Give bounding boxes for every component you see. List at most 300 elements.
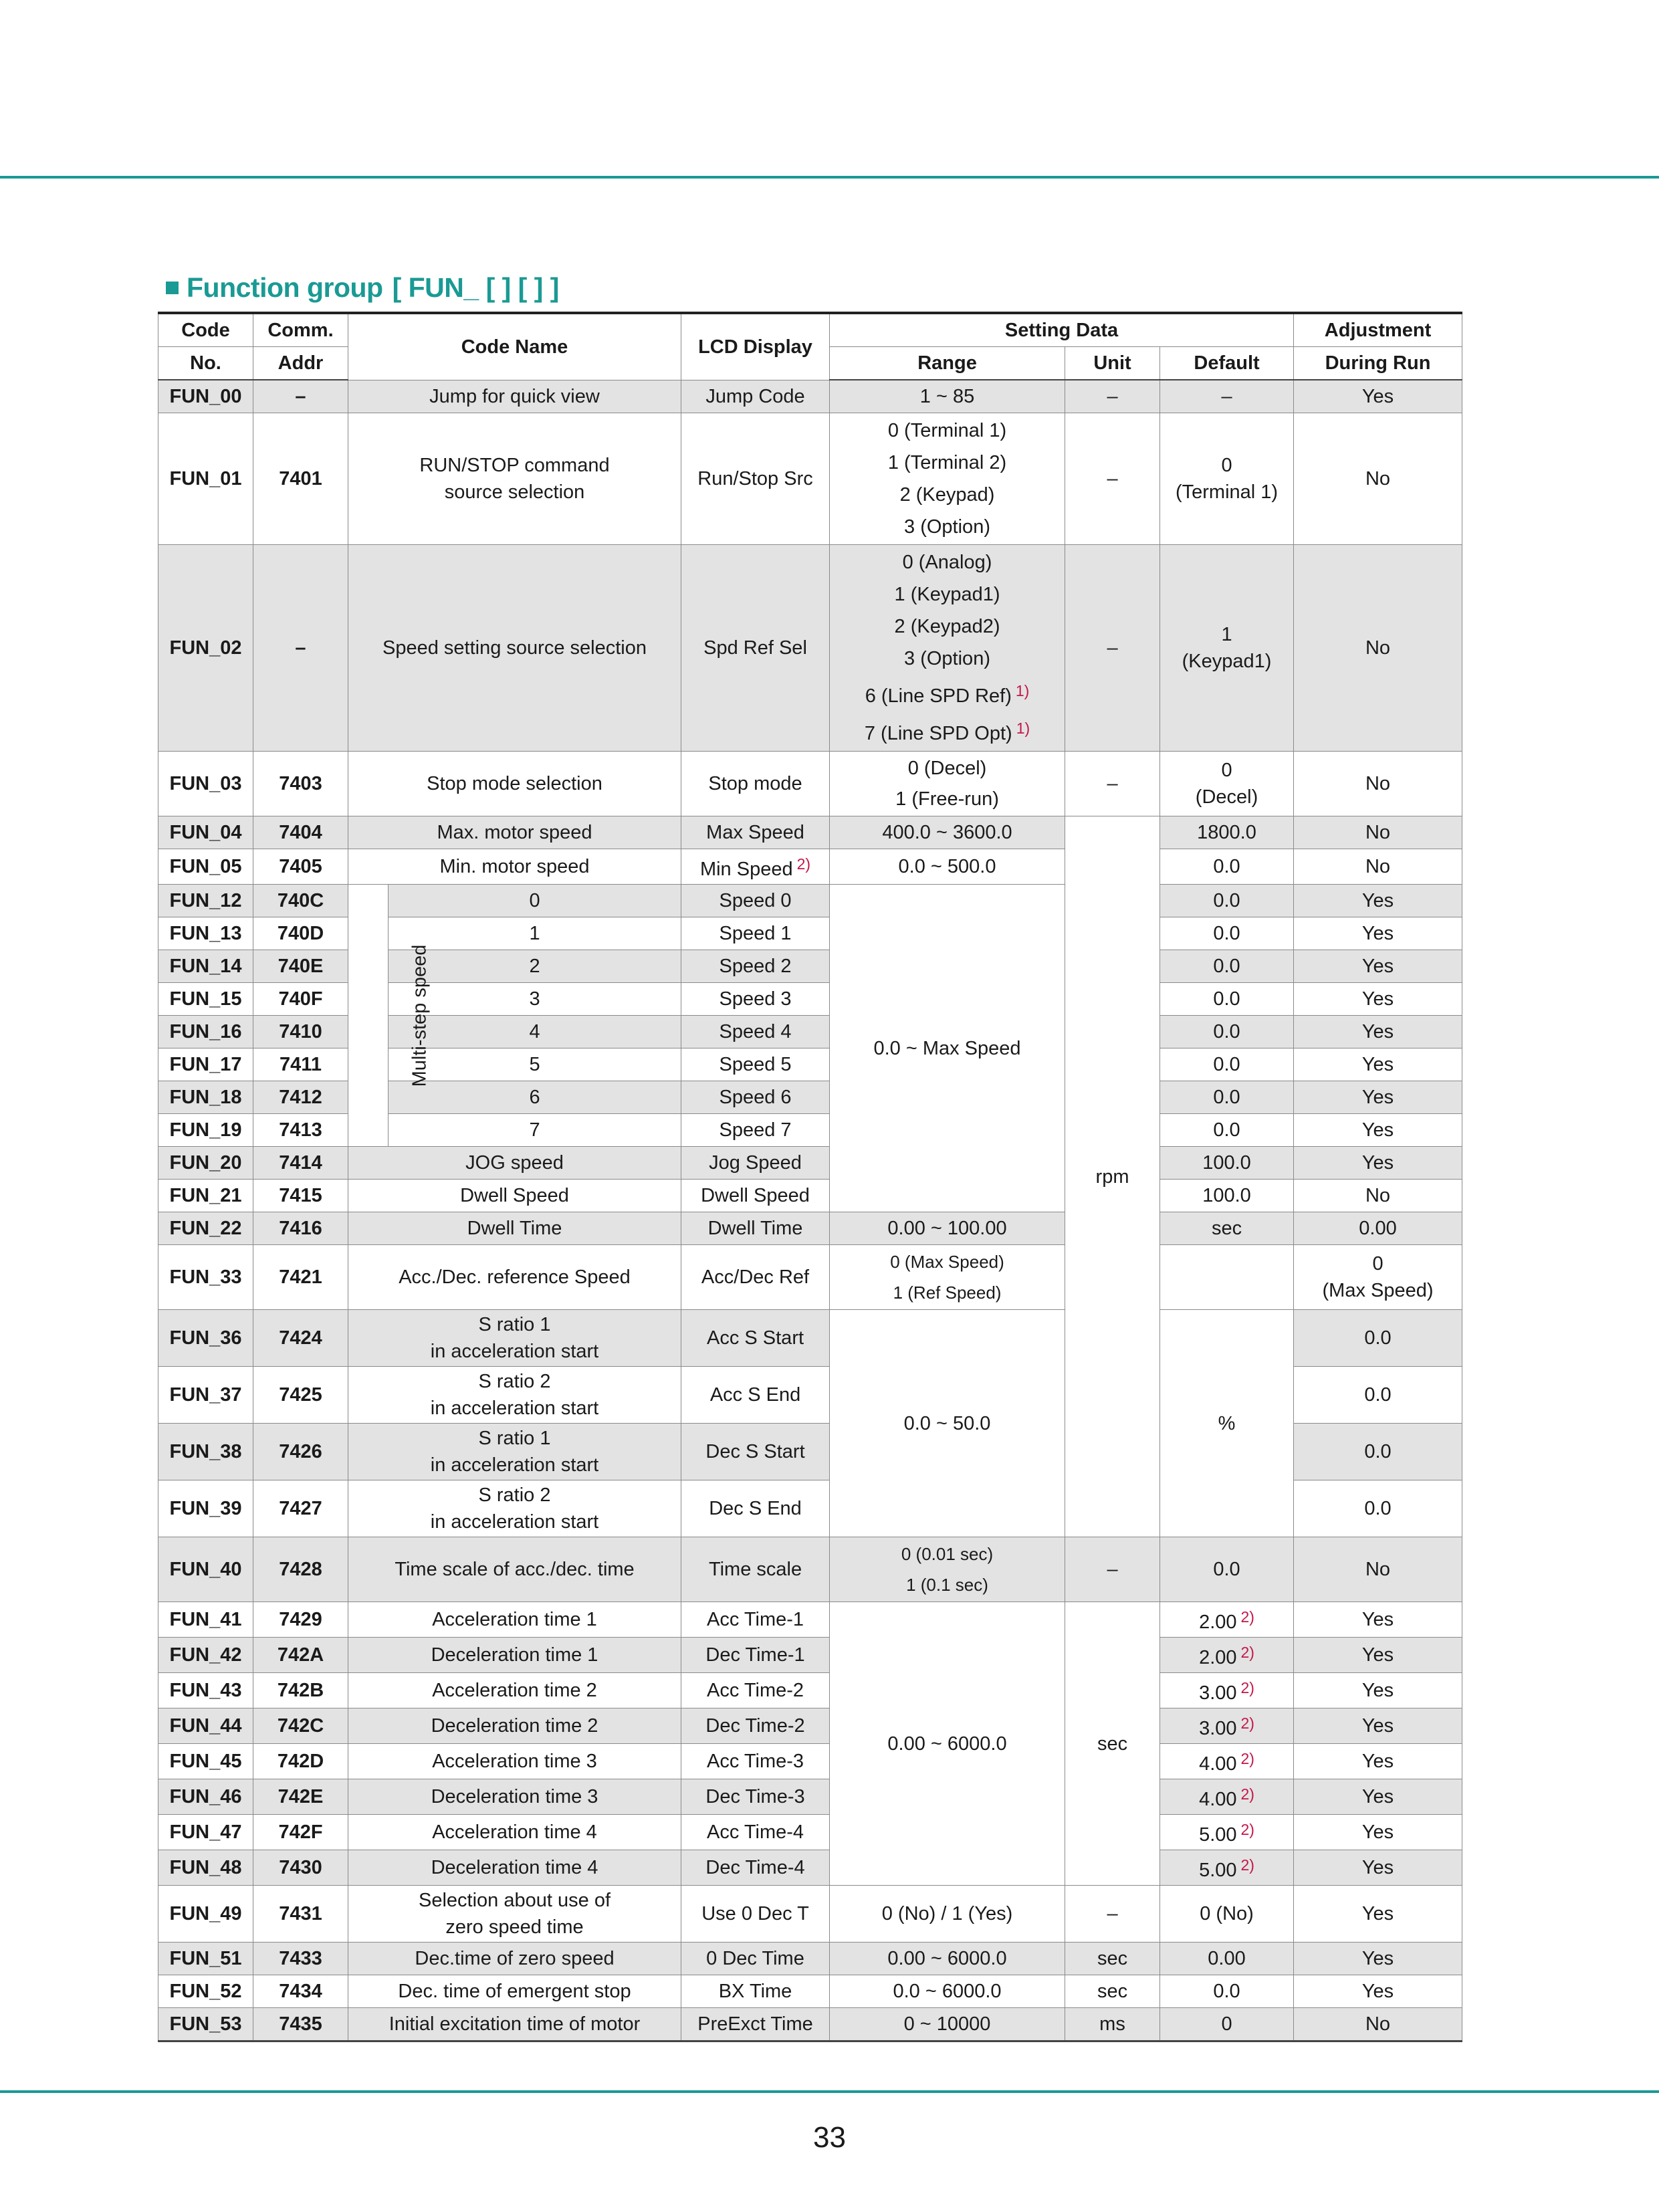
name-cell: Dec. time of emergent stop: [348, 1975, 681, 2008]
range-line: 2 (Keypad): [899, 484, 995, 506]
code-cell: FUN_21: [158, 1180, 253, 1212]
table-row: [158, 1975, 1462, 2008]
name-cell: 6: [389, 1081, 681, 1114]
code-cell: FUN_39: [158, 1480, 253, 1537]
code-cell: FUN_15: [158, 983, 253, 1016]
multi-step-speed-label: [348, 885, 431, 1147]
default-text: 4.00: [1199, 1789, 1237, 1810]
default-cell: –: [1160, 380, 1294, 413]
adjust-cell: Yes: [1294, 1114, 1462, 1147]
default-text: 5.00: [1199, 1824, 1237, 1846]
addr-cell: 7414: [253, 1147, 348, 1180]
default-cell: [1160, 545, 1294, 752]
code-cell: FUN_41: [158, 1602, 253, 1638]
square-bullet-icon: [166, 282, 179, 294]
table-row: [158, 816, 1462, 849]
addr-cell: 742F: [253, 1815, 348, 1850]
lcd-cell: Run/Stop Src: [681, 413, 830, 545]
unit-cell: –: [1065, 752, 1160, 816]
code-cell: FUN_04: [158, 816, 253, 849]
name-cell: 7: [389, 1114, 681, 1147]
range-text: 7 (Line SPD Opt): [864, 723, 1012, 744]
addr-cell: 7405: [253, 849, 348, 885]
default-cell: 0.0: [1160, 1048, 1294, 1081]
name-cell: Deceleration time 3: [348, 1779, 681, 1815]
addr-cell: 7431: [253, 1886, 348, 1943]
default-cell: 0.0: [1160, 950, 1294, 983]
table-row: [158, 1212, 1462, 1245]
unit-cell: –: [1065, 1537, 1160, 1602]
table-row: [158, 545, 1462, 752]
range-line: 0 (Decel): [907, 758, 987, 779]
range-cell: 0.00 ~ 6000.0: [830, 1943, 1065, 1975]
unit-cell: sec: [1160, 1212, 1294, 1245]
range-line: 1 (Free-run): [895, 788, 999, 810]
table-row: [158, 1744, 1462, 1779]
default-line: 1: [1221, 624, 1232, 645]
unit-cell: –: [1065, 545, 1160, 752]
footnote-mark: 2): [796, 855, 811, 873]
name-cell: Dwell Time: [348, 1212, 681, 1245]
adjust-cell: Yes: [1294, 885, 1462, 917]
addr-cell: 742E: [253, 1779, 348, 1815]
code-cell: FUN_01: [158, 413, 253, 545]
range-line: 1 (Keypad1): [894, 584, 1000, 605]
addr-cell: –: [253, 380, 348, 413]
addr-cell: 7429: [253, 1602, 348, 1638]
name-cell: Initial excitation time of motor: [348, 2008, 681, 2041]
adjust-cell: Yes: [1294, 1943, 1462, 1975]
default-cell: 0.0: [1160, 917, 1294, 950]
default-cell: [1160, 1602, 1294, 1638]
default-cell: 0.0: [1160, 1016, 1294, 1048]
range-cell: 0 ~ 10000: [830, 2008, 1065, 2041]
default-cell: [1160, 413, 1294, 545]
code-cell: FUN_51: [158, 1943, 253, 1975]
lcd-cell: Speed 6: [681, 1081, 830, 1114]
adjust-cell: Yes: [1294, 1744, 1462, 1779]
lcd-cell: Dec Time-3: [681, 1779, 830, 1815]
header-addr: Addr: [253, 347, 348, 380]
unit-cell: –: [1065, 380, 1160, 413]
header-code-no: No.: [158, 347, 253, 380]
unit-cell: [1160, 1245, 1294, 1310]
default-cell: [1160, 1708, 1294, 1744]
adjust-cell: Yes: [1294, 1815, 1462, 1850]
name-cell: [348, 413, 681, 545]
footnote-mark: 2): [1240, 1785, 1254, 1803]
code-cell: FUN_52: [158, 1975, 253, 2008]
name-cell: 0: [389, 885, 681, 917]
header-default: Default: [1160, 347, 1294, 380]
default-cell: [1160, 1779, 1294, 1815]
name-cell: 1: [389, 917, 681, 950]
addr-cell: 742B: [253, 1673, 348, 1708]
lcd-cell: Speed 1: [681, 917, 830, 950]
adjust-cell: Yes: [1294, 1975, 1462, 2008]
lcd-cell: 0 Dec Time: [681, 1943, 830, 1975]
code-cell: FUN_16: [158, 1016, 253, 1048]
adjust-cell: No: [1294, 752, 1462, 816]
default-cell: 0.0: [1160, 885, 1294, 917]
addr-cell: 740D: [253, 917, 348, 950]
addr-cell: 7434: [253, 1975, 348, 2008]
top-rule: [0, 176, 1659, 179]
name-cell: Deceleration time 4: [348, 1850, 681, 1886]
range-line: [833, 675, 1062, 712]
table-row: [158, 380, 1462, 413]
code-cell: FUN_46: [158, 1779, 253, 1815]
range-line: 3 (Option): [904, 516, 990, 538]
lcd-cell: [681, 849, 830, 885]
default-cell: 0: [1160, 2008, 1294, 2041]
name-line: in acceleration start: [430, 1454, 599, 1476]
name-line: S ratio 2: [478, 1371, 551, 1392]
range-line: 0 (Max Speed): [890, 1252, 1004, 1272]
lcd-cell: Acc Time-1: [681, 1602, 830, 1638]
default-text: 3.00: [1199, 1718, 1237, 1739]
adjust-cell: Yes: [1294, 1147, 1462, 1180]
adjust-cell: Yes: [1294, 1016, 1462, 1048]
adjust-cell: Yes: [1294, 1081, 1462, 1114]
lcd-cell: Dec Time-4: [681, 1850, 830, 1886]
default-line: (Terminal 1): [1175, 481, 1279, 503]
lcd-cell: Jog Speed: [681, 1147, 830, 1180]
name-cell: Acc./Dec. reference Speed: [348, 1245, 681, 1310]
lcd-cell: Dec Time-1: [681, 1638, 830, 1673]
default-text: 3.00: [1199, 1682, 1237, 1704]
range-cell: 0 (No) / 1 (Yes): [830, 1886, 1065, 1943]
header-code-name: Code Name: [348, 313, 681, 380]
unit-cell: –: [1065, 413, 1160, 545]
adjust-cell: No: [1294, 1537, 1462, 1602]
bottom-rule: [0, 2090, 1659, 2093]
default-line: (Decel): [1195, 786, 1258, 808]
default-text: 2.00: [1199, 1612, 1237, 1633]
table-row: [158, 1708, 1462, 1744]
name-cell: [348, 1886, 681, 1943]
adjust-cell: Yes: [1294, 1850, 1462, 1886]
section-tag: [ FUN_ [ ] [ ] ]: [392, 272, 559, 303]
name-cell: Acceleration time 2: [348, 1673, 681, 1708]
addr-cell: 7424: [253, 1310, 348, 1367]
addr-cell: 7403: [253, 752, 348, 816]
adjust-cell: Yes: [1294, 917, 1462, 950]
default-cell: 0.00: [1160, 1943, 1294, 1975]
name-line: in acceleration start: [430, 1511, 599, 1533]
adjust-cell: Yes: [1294, 950, 1462, 983]
name-cell: [348, 1424, 681, 1480]
adjust-cell: No: [1294, 816, 1462, 849]
code-cell: FUN_48: [158, 1850, 253, 1886]
name-cell: Acceleration time 3: [348, 1744, 681, 1779]
footnote-mark: 2): [1240, 1750, 1254, 1767]
name-cell: Dec.time of zero speed: [348, 1943, 681, 1975]
lcd-cell: Speed 4: [681, 1016, 830, 1048]
default-cell: 0.00: [1294, 1212, 1462, 1245]
header-setting-data: Setting Data: [830, 313, 1294, 347]
header-lcd-display: LCD Display: [681, 313, 830, 380]
name-cell: Acceleration time 4: [348, 1815, 681, 1850]
lcd-cell: Max Speed: [681, 816, 830, 849]
table-row: [158, 885, 1462, 917]
addr-cell: 7404: [253, 816, 348, 849]
range-cell: [830, 752, 1065, 816]
footnote-mark: 2): [1240, 1715, 1254, 1732]
name-cell: [348, 1480, 681, 1537]
header-code: Code: [158, 313, 253, 347]
unit-cell-percent: %: [1160, 1310, 1294, 1537]
name-cell: Max. motor speed: [348, 816, 681, 849]
name-line: in acceleration start: [430, 1398, 599, 1419]
lcd-cell: PreExct Time: [681, 2008, 830, 2041]
code-cell: FUN_40: [158, 1537, 253, 1602]
table-row: [158, 1850, 1462, 1886]
lcd-cell: Dwell Speed: [681, 1180, 830, 1212]
footnote-mark: 2): [1240, 1821, 1254, 1838]
function-group-table: [158, 312, 1462, 2042]
default-cell: [1160, 1638, 1294, 1673]
footnote-mark: 1): [1015, 682, 1030, 699]
table-row: [158, 1673, 1462, 1708]
default-cell: 0.0: [1160, 983, 1294, 1016]
addr-cell: 7421: [253, 1245, 348, 1310]
name-cell: 5: [389, 1048, 681, 1081]
code-cell: FUN_17: [158, 1048, 253, 1081]
lcd-cell: Acc Time-2: [681, 1673, 830, 1708]
lcd-cell: Dec Time-2: [681, 1708, 830, 1744]
default-line: 0: [1372, 1253, 1384, 1275]
range-cell: 1 ~ 85: [830, 380, 1065, 413]
range-cell: 0.00 ~ 100.00: [830, 1212, 1065, 1245]
addr-cell: 7412: [253, 1081, 348, 1114]
code-cell: FUN_33: [158, 1245, 253, 1310]
table-row: [158, 1815, 1462, 1850]
footnote-mark: 2): [1240, 1856, 1254, 1874]
adjust-cell: No: [1294, 1180, 1462, 1212]
addr-cell: 7430: [253, 1850, 348, 1886]
addr-cell: 7411: [253, 1048, 348, 1081]
lcd-cell: Acc/Dec Ref: [681, 1245, 830, 1310]
default-cell: 100.0: [1160, 1147, 1294, 1180]
lcd-cell: Acc Time-3: [681, 1744, 830, 1779]
name-cell: Time scale of acc./dec. time: [348, 1537, 681, 1602]
code-cell: FUN_00: [158, 380, 253, 413]
range-cell-acc: 0.00 ~ 6000.0: [830, 1602, 1065, 1886]
name-cell: 2: [389, 950, 681, 983]
range-cell: [830, 1245, 1065, 1310]
range-line: 2 (Keypad2): [894, 616, 1000, 637]
header-unit: Unit: [1065, 347, 1160, 380]
default-cell: 0.0: [1294, 1424, 1462, 1480]
code-cell: FUN_22: [158, 1212, 253, 1245]
header-adjustment: Adjustment: [1294, 313, 1462, 347]
name-cell: Dwell Speed: [348, 1180, 681, 1212]
default-cell: [1160, 752, 1294, 816]
section-title: [166, 267, 559, 308]
lcd-cell: Acc S End: [681, 1367, 830, 1424]
addr-cell: 7428: [253, 1537, 348, 1602]
header-comm: Comm.: [253, 313, 348, 347]
default-text: 4.00: [1199, 1753, 1237, 1775]
default-cell: 0 (No): [1160, 1886, 1294, 1943]
code-cell: FUN_20: [158, 1147, 253, 1180]
default-line: (Max Speed): [1322, 1280, 1434, 1301]
header-range: Range: [830, 347, 1065, 380]
lcd-cell: Acc Time-4: [681, 1815, 830, 1850]
default-line: (Keypad1): [1182, 651, 1272, 672]
lcd-cell: Acc S Start: [681, 1310, 830, 1367]
code-cell: FUN_42: [158, 1638, 253, 1673]
code-cell: FUN_43: [158, 1673, 253, 1708]
lcd-cell: Jump Code: [681, 380, 830, 413]
default-cell: [1160, 1744, 1294, 1779]
lcd-cell: Dec S End: [681, 1480, 830, 1537]
default-cell: 0.0: [1294, 1310, 1462, 1367]
default-cell: 0.0: [1294, 1367, 1462, 1424]
adjust-cell: No: [1294, 545, 1462, 752]
range-cell: 0.0 ~ 500.0: [830, 849, 1065, 885]
default-cell: 0.0: [1160, 1081, 1294, 1114]
code-cell: FUN_49: [158, 1886, 253, 1943]
table-row: [158, 413, 1462, 545]
lcd-cell: Spd Ref Sel: [681, 545, 830, 752]
footnote-mark: 1): [1016, 720, 1030, 737]
adjust-cell: Yes: [1294, 983, 1462, 1016]
range-line: 1 (Terminal 2): [887, 452, 1007, 473]
name-cell: 4: [389, 1016, 681, 1048]
code-cell: FUN_44: [158, 1708, 253, 1744]
name-line: S ratio 1: [478, 1428, 551, 1449]
name-cell: [348, 1367, 681, 1424]
range-cell: [830, 413, 1065, 545]
addr-cell: 7415: [253, 1180, 348, 1212]
name-line: source selection: [444, 481, 585, 503]
range-line: 3 (Option): [904, 648, 990, 669]
adjust-cell: No: [1294, 2008, 1462, 2041]
range-cell: 0.0 ~ 6000.0: [830, 1975, 1065, 2008]
name-cell: Min. motor speed: [348, 849, 681, 885]
table-row: [158, 1638, 1462, 1673]
addr-cell: 740C: [253, 885, 348, 917]
unit-cell: sec: [1065, 1975, 1160, 2008]
unit-cell-sec: sec: [1065, 1602, 1160, 1886]
name-cell: 3: [389, 983, 681, 1016]
code-cell: FUN_02: [158, 545, 253, 752]
addr-cell: 7427: [253, 1480, 348, 1537]
code-cell: FUN_14: [158, 950, 253, 983]
addr-cell: –: [253, 545, 348, 752]
lcd-cell: Speed 5: [681, 1048, 830, 1081]
name-line: S ratio 2: [478, 1484, 551, 1506]
range-line: 0 (Terminal 1): [887, 420, 1007, 441]
code-cell: FUN_05: [158, 849, 253, 885]
name-line: RUN/STOP command: [419, 455, 610, 476]
addr-cell: 742C: [253, 1708, 348, 1744]
adjust-cell: No: [1294, 849, 1462, 885]
unit-cell: sec: [1065, 1943, 1160, 1975]
lcd-cell: Dwell Time: [681, 1212, 830, 1245]
adjust-cell: Yes: [1294, 1602, 1462, 1638]
addr-cell: 740E: [253, 950, 348, 983]
lcd-cell: Time scale: [681, 1537, 830, 1602]
addr-cell: 742A: [253, 1638, 348, 1673]
default-cell: [1160, 1850, 1294, 1886]
code-cell: FUN_37: [158, 1367, 253, 1424]
adjust-cell: Yes: [1294, 1708, 1462, 1744]
lcd-cell: Speed 0: [681, 885, 830, 917]
table-row: [158, 1886, 1462, 1943]
lcd-cell: Speed 7: [681, 1114, 830, 1147]
default-cell: 0.0: [1160, 1537, 1294, 1602]
header-during-run: During Run: [1294, 347, 1462, 380]
name-cell: Acceleration time 1: [348, 1602, 681, 1638]
range-line: 0 (0.01 sec): [901, 1544, 994, 1564]
code-cell: FUN_45: [158, 1744, 253, 1779]
table-row: [158, 1310, 1462, 1367]
lcd-cell: Stop mode: [681, 752, 830, 816]
addr-cell: 7416: [253, 1212, 348, 1245]
table-row: [158, 1147, 1462, 1180]
header-row-1: [158, 313, 1462, 347]
section-title-text: Function group: [187, 272, 383, 303]
addr-cell: 742D: [253, 1744, 348, 1779]
adjust-cell: Yes: [1294, 1673, 1462, 1708]
addr-cell: 7425: [253, 1367, 348, 1424]
addr-cell: 7433: [253, 1943, 348, 1975]
name-line: in acceleration start: [430, 1341, 599, 1362]
default-line: 0: [1221, 760, 1232, 781]
code-cell: FUN_13: [158, 917, 253, 950]
name-line: zero speed time: [445, 1916, 584, 1938]
range-line: 1 (0.1 sec): [906, 1575, 988, 1595]
lcd-cell: Use 0 Dec T: [681, 1886, 830, 1943]
addr-cell: 740F: [253, 983, 348, 1016]
code-cell: FUN_19: [158, 1114, 253, 1147]
page-number: 33: [813, 2121, 846, 2154]
addr-cell: 7435: [253, 2008, 348, 2041]
name-line: S ratio 1: [478, 1314, 551, 1335]
table-row: [158, 849, 1462, 885]
name-cell: Jump for quick view: [348, 380, 681, 413]
range-cell: [830, 1537, 1065, 1602]
lcd-cell: Speed 3: [681, 983, 830, 1016]
adjust-cell: Yes: [1294, 1048, 1462, 1081]
name-cell: Speed setting source selection: [348, 545, 681, 752]
addr-cell: 7426: [253, 1424, 348, 1480]
default-cell: [1294, 1245, 1462, 1310]
adjust-cell: Yes: [1294, 1638, 1462, 1673]
default-cell: 0.0: [1160, 849, 1294, 885]
code-cell: FUN_18: [158, 1081, 253, 1114]
default-cell: [1160, 1815, 1294, 1850]
unit-cell-rpm: rpm: [1065, 816, 1160, 1537]
default-line: 0: [1221, 455, 1232, 476]
table-row: [158, 752, 1462, 816]
lcd-cell: BX Time: [681, 1975, 830, 2008]
default-cell: [1160, 1673, 1294, 1708]
footnote-mark: 2): [1240, 1644, 1254, 1661]
lcd-cell: Dec S Start: [681, 1424, 830, 1480]
unit-cell: –: [1065, 1886, 1160, 1943]
code-cell: FUN_03: [158, 752, 253, 816]
table-row: [158, 1537, 1462, 1602]
name-cell: JOG speed: [348, 1147, 681, 1180]
table-row: [158, 1779, 1462, 1815]
code-cell: FUN_38: [158, 1424, 253, 1480]
range-line: [833, 712, 1062, 750]
default-cell: 0.0: [1160, 1975, 1294, 2008]
